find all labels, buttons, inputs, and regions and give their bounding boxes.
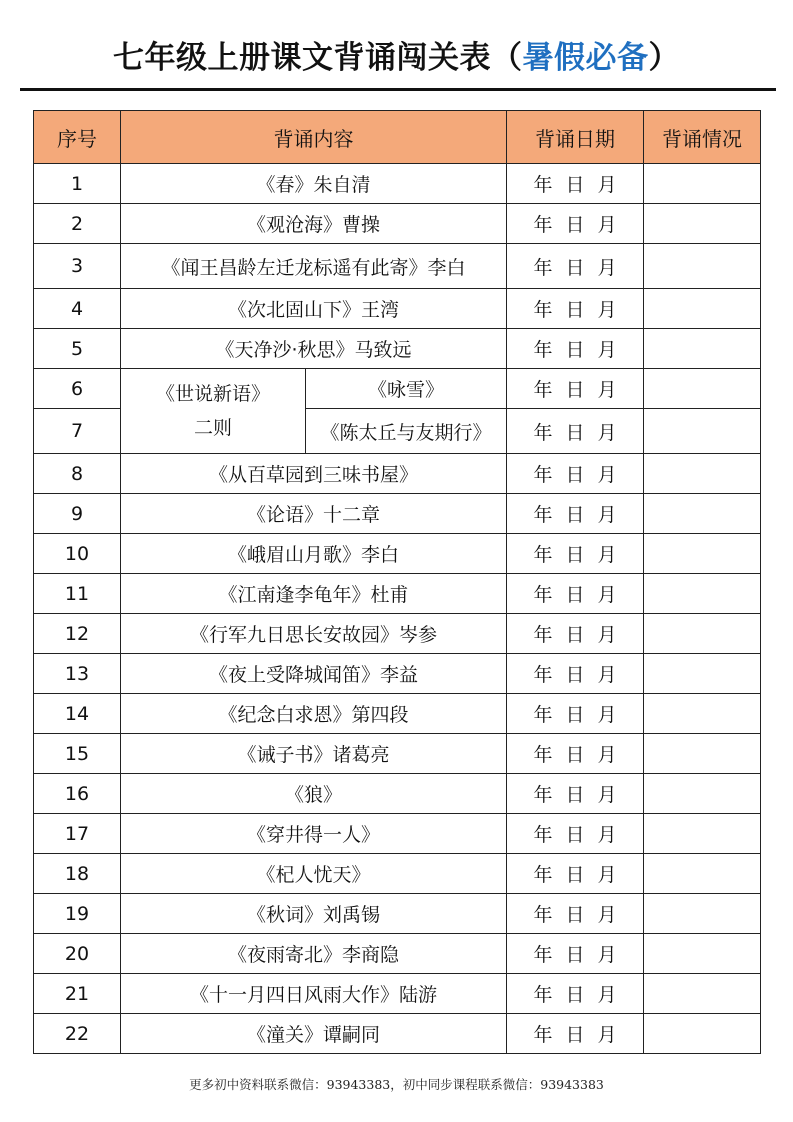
recitation-date-cell[interactable]: [507, 409, 644, 454]
recitation-content: 《狼》: [121, 774, 507, 814]
recitation-content: 《潼关》谭嗣同: [121, 1014, 507, 1054]
recitation-content: 《秋词》刘禹锡: [121, 894, 507, 934]
date-unit-label: 日: [565, 1024, 585, 1046]
row-number: 5: [34, 329, 121, 369]
recitation-date-cell[interactable]: [507, 934, 644, 974]
row-number: 4: [34, 289, 121, 329]
recitation-content: 《行军九日思长安故园》岑参: [121, 614, 507, 654]
recitation-content: 《纪念白求恩》第四段: [121, 694, 507, 734]
title-paren-close: ）: [648, 40, 680, 76]
recitation-date-cell[interactable]: [507, 854, 644, 894]
date-unit-label: 日: [565, 299, 585, 321]
date-unit-label: 月: [597, 864, 617, 886]
recitation-content: 《春》朱自清: [121, 164, 507, 204]
recitation-status-cell[interactable]: [644, 204, 761, 244]
table-row: [34, 454, 761, 494]
date-unit-label: 日: [565, 744, 585, 766]
date-unit-label: 年: [533, 504, 553, 526]
date-unit-label: 日: [565, 944, 585, 966]
date-unit-label: 月: [597, 299, 617, 321]
date-unit-label: 年: [533, 624, 553, 646]
table-row: [34, 694, 761, 734]
row-number: 17: [34, 814, 121, 854]
recitation-date-cell[interactable]: [507, 454, 644, 494]
recitation-content: 《次北固山下》王湾: [121, 289, 507, 329]
recitation-date-cell[interactable]: [507, 289, 644, 329]
row-number: 18: [34, 854, 121, 894]
date-unit-label: 日: [565, 984, 585, 1006]
table-header-row: [34, 111, 761, 164]
date-unit-label: 月: [597, 584, 617, 606]
row-number: 1: [34, 164, 121, 204]
date-unit-label: 年: [533, 984, 553, 1006]
recitation-content: 《夜雨寄北》李商隐: [121, 934, 507, 974]
date-unit-label: 日: [565, 664, 585, 686]
date-unit-label: 月: [597, 824, 617, 846]
date-unit-label: 年: [533, 339, 553, 361]
table-row: [34, 534, 761, 574]
recitation-content: 《诫子书》诸葛亮: [121, 734, 507, 774]
date-unit-label: 月: [597, 504, 617, 526]
date-unit-label: 月: [597, 704, 617, 726]
date-unit-label: 月: [597, 624, 617, 646]
recitation-status-cell[interactable]: [644, 289, 761, 329]
date-unit-label: 年: [533, 421, 553, 444]
table-row: [34, 934, 761, 974]
date-unit-label: 日: [565, 256, 585, 279]
recitation-content: 《十一月四日风雨大作》陆游: [121, 974, 507, 1014]
date-unit-label: 日: [565, 214, 585, 236]
row-number: 12: [34, 614, 121, 654]
date-unit-label: 年: [533, 704, 553, 726]
table-row: [34, 329, 761, 369]
date-unit-label: 月: [597, 784, 617, 806]
date-unit-label: 日: [565, 864, 585, 886]
row-number: 3: [34, 244, 121, 289]
recitation-status-cell[interactable]: [644, 814, 761, 854]
recitation-status-cell[interactable]: [644, 974, 761, 1014]
row-number: 13: [34, 654, 121, 694]
recitation-date-cell[interactable]: [507, 329, 644, 369]
row-number: 15: [34, 734, 121, 774]
row-number: 19: [34, 894, 121, 934]
date-unit-label: 月: [597, 379, 617, 401]
date-unit-label: 月: [597, 944, 617, 966]
page-title: [20, 36, 773, 80]
recitation-date-cell[interactable]: [507, 614, 644, 654]
date-unit-label: 月: [597, 256, 617, 279]
date-unit-label: 日: [565, 421, 585, 444]
header-number: 序号: [34, 111, 121, 164]
date-unit-label: 年: [533, 784, 553, 806]
date-unit-label: 日: [565, 544, 585, 566]
recitation-content: 《峨眉山月歌》李白: [121, 534, 507, 574]
table-row: [34, 574, 761, 614]
row-number: 20: [34, 934, 121, 974]
date-unit-label: 日: [565, 784, 585, 806]
recitation-status-cell[interactable]: [644, 1014, 761, 1054]
title-main: 七年级上册课文背诵闯关表: [113, 40, 491, 76]
table-row: [34, 494, 761, 534]
recitation-content: 《杞人忧天》: [121, 854, 507, 894]
date-unit-label: 日: [565, 584, 585, 606]
title-highlight: 暑假必备: [522, 40, 649, 76]
recitation-date-cell[interactable]: [507, 894, 644, 934]
date-unit-label: 日: [565, 624, 585, 646]
recitation-content: 《夜上受降城闻笛》李益: [121, 654, 507, 694]
recitation-table: [33, 110, 761, 1054]
row-number: 2: [34, 204, 121, 244]
date-unit-label: 日: [565, 504, 585, 526]
date-unit-label: 月: [597, 904, 617, 926]
table-body: [34, 164, 761, 1054]
header-date: 背诵日期: [507, 111, 644, 164]
date-unit-label: 月: [597, 664, 617, 686]
date-unit-label: 年: [533, 864, 553, 886]
recitation-content: 《论语》十二章: [121, 494, 507, 534]
recitation-status-cell[interactable]: [644, 534, 761, 574]
recitation-date-cell[interactable]: [507, 974, 644, 1014]
recitation-date-cell[interactable]: [507, 244, 644, 289]
recitation-date-cell[interactable]: [507, 164, 644, 204]
recitation-status-cell[interactable]: [644, 409, 761, 454]
row-number: 7: [34, 409, 121, 454]
table-row: [34, 369, 761, 409]
recitation-date-cell[interactable]: [507, 814, 644, 854]
date-unit-label: 日: [565, 704, 585, 726]
date-unit-label: 月: [597, 174, 617, 196]
row-number: 10: [34, 534, 121, 574]
date-unit-label: 月: [597, 464, 617, 486]
table-row: [34, 734, 761, 774]
date-unit-label: 年: [533, 214, 553, 236]
recitation-status-cell[interactable]: [644, 894, 761, 934]
recitation-date-cell[interactable]: [507, 694, 644, 734]
row-number: 22: [34, 1014, 121, 1054]
date-unit-label: 月: [597, 421, 617, 444]
row-number: 9: [34, 494, 121, 534]
recitation-content: 《从百草园到三味书屋》: [121, 454, 507, 494]
recitation-date-cell[interactable]: [507, 204, 644, 244]
table-row: [34, 894, 761, 934]
table-row: [34, 1014, 761, 1054]
date-unit-label: 年: [533, 744, 553, 766]
date-unit-label: 日: [565, 379, 585, 401]
table-row: [34, 204, 761, 244]
table-row: [34, 244, 761, 289]
date-unit-label: 年: [533, 824, 553, 846]
recitation-status-cell[interactable]: [644, 574, 761, 614]
recitation-status-cell[interactable]: [644, 494, 761, 534]
row-number: 16: [34, 774, 121, 814]
recitation-status-cell[interactable]: [644, 854, 761, 894]
recitation-date-cell[interactable]: [507, 654, 644, 694]
recitation-content: 《闻王昌龄左迁龙标遥有此寄》李白: [121, 244, 507, 289]
recitation-date-cell[interactable]: [507, 734, 644, 774]
recitation-date-cell[interactable]: [507, 369, 644, 409]
row-number: 14: [34, 694, 121, 734]
recitation-status-cell[interactable]: [644, 734, 761, 774]
table-row: [34, 774, 761, 814]
footer-note: 更多初中资料联系微信：93943383，初中同步课程联系微信：93943383: [189, 1077, 604, 1092]
recitation-status-cell[interactable]: [644, 244, 761, 289]
table-row: [34, 854, 761, 894]
recitation-date-cell[interactable]: [507, 534, 644, 574]
date-unit-label: 年: [533, 584, 553, 606]
header-content: 背诵内容: [121, 111, 507, 164]
recitation-status-cell[interactable]: [644, 654, 761, 694]
row-number: 21: [34, 974, 121, 1014]
recitation-status-cell[interactable]: [644, 774, 761, 814]
recitation-status-cell[interactable]: [644, 454, 761, 494]
group-label: 《世说新语》 二则: [121, 369, 306, 454]
date-unit-label: 月: [597, 744, 617, 766]
recitation-content: 《穿井得一人》: [121, 814, 507, 854]
row-number: 6: [34, 369, 121, 409]
date-unit-label: 日: [565, 339, 585, 361]
recitation-status-cell[interactable]: [644, 369, 761, 409]
row-number: 8: [34, 454, 121, 494]
date-unit-label: 年: [533, 544, 553, 566]
date-unit-label: 年: [533, 299, 553, 321]
header-status: 背诵情况: [644, 111, 761, 164]
table-row: [34, 974, 761, 1014]
recitation-content: 《咏雪》: [306, 369, 507, 409]
recitation-date-cell[interactable]: [507, 774, 644, 814]
date-unit-label: 月: [597, 214, 617, 236]
date-unit-label: 年: [533, 904, 553, 926]
table-row: [34, 289, 761, 329]
recitation-content: 《天净沙·秋思》马致远: [121, 329, 507, 369]
date-unit-label: 月: [597, 339, 617, 361]
recitation-content: 《陈太丘与友期行》: [306, 409, 507, 454]
title-divider: [20, 88, 776, 91]
date-unit-label: 日: [565, 904, 585, 926]
date-unit-label: 年: [533, 464, 553, 486]
table-row: [34, 814, 761, 854]
table-row: [34, 164, 761, 204]
date-unit-label: 月: [597, 984, 617, 1006]
recitation-status-cell[interactable]: [644, 614, 761, 654]
date-unit-label: 月: [597, 1024, 617, 1046]
recitation-status-cell[interactable]: [644, 694, 761, 734]
date-unit-label: 年: [533, 944, 553, 966]
date-unit-label: 年: [533, 664, 553, 686]
title-paren-open: （: [491, 40, 523, 76]
recitation-status-cell[interactable]: [644, 164, 761, 204]
recitation-date-cell[interactable]: [507, 494, 644, 534]
date-unit-label: 年: [533, 256, 553, 279]
recitation-date-cell[interactable]: [507, 1014, 644, 1054]
recitation-content: 《观沧海》曹操: [121, 204, 507, 244]
recitation-date-cell[interactable]: [507, 574, 644, 614]
table-row: [34, 654, 761, 694]
recitation-content: 《江南逢李龟年》杜甫: [121, 574, 507, 614]
table-row: [34, 614, 761, 654]
date-unit-label: 日: [565, 174, 585, 196]
date-unit-label: 月: [597, 544, 617, 566]
row-number: 11: [34, 574, 121, 614]
date-unit-label: 日: [565, 464, 585, 486]
date-unit-label: 年: [533, 379, 553, 401]
recitation-status-cell[interactable]: [644, 329, 761, 369]
date-unit-label: 年: [533, 174, 553, 196]
recitation-status-cell[interactable]: [644, 934, 761, 974]
date-unit-label: 日: [565, 824, 585, 846]
date-unit-label: 年: [533, 1024, 553, 1046]
